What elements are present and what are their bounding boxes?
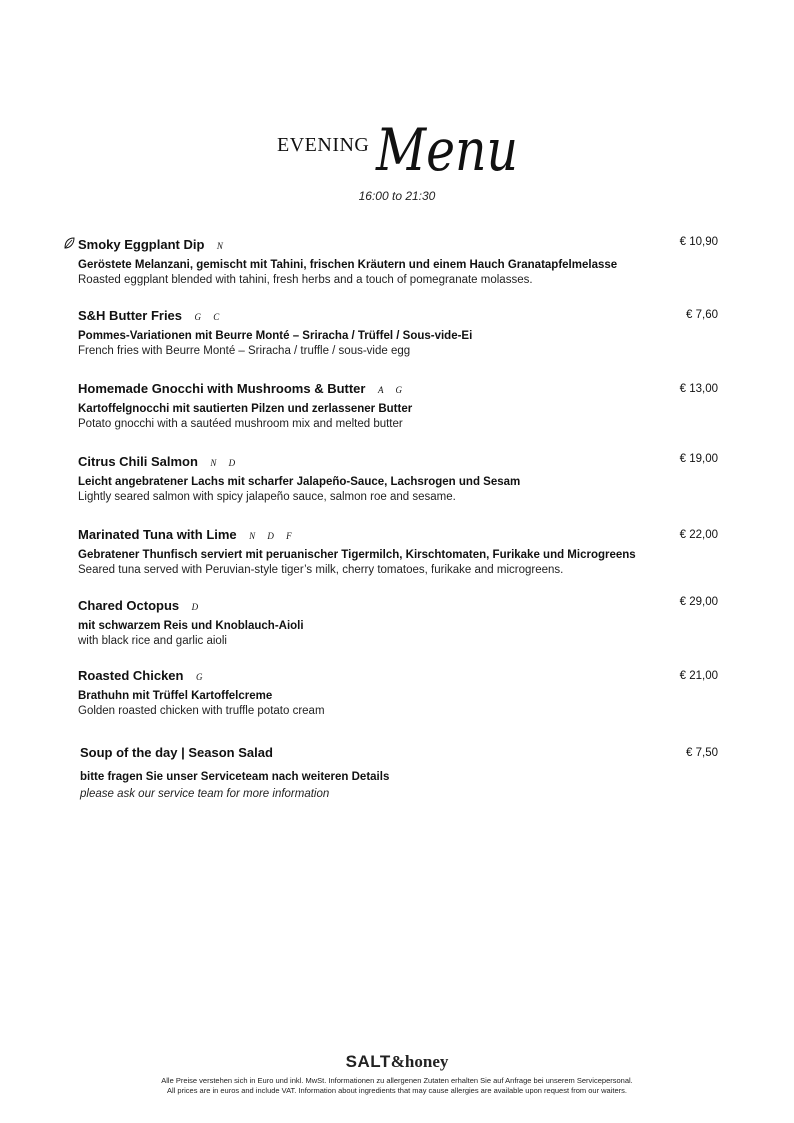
menu-item-description-de: Brathuhn mit Trüffel Kartoffelcreme — [78, 690, 273, 702]
menu-item — [80, 744, 740, 800]
allergen-codes: N D F — [249, 531, 297, 541]
menu-item-title: Marinated Tuna with Lime — [78, 527, 237, 542]
menu-item-price: € 7,50 — [686, 747, 718, 759]
menu-item-description-en: French fries with Beurre Monté – Sriracha / truffle / sous-vide egg — [78, 345, 411, 357]
menu-item-title: Chared Octopus — [78, 598, 180, 613]
menu-item — [78, 597, 738, 647]
menu-item-price: € 7,60 — [686, 309, 718, 321]
restaurant-logo — [0, 1052, 794, 1072]
footnote-de: Alle Preise verstehen sich in Euro und inkl. MwSt. Informationen zu allergenen Zutaten erhalten Sie auf Anfrage bei unserem Servicepersonal. — [161, 1076, 633, 1085]
menu-item-title: Homemade Gnocchi with Mushrooms & Butter — [78, 381, 366, 396]
menu-item-description-de: Leicht angebratener Lachs mit scharfer Jalapeño-Sauce, Lachsrogen und Sesam — [78, 476, 521, 488]
menu-item-price: € 13,00 — [679, 383, 718, 395]
allergen-codes: D — [191, 602, 204, 612]
menu-item-price: € 19,00 — [679, 453, 718, 465]
menu-item-description-en: Lightly seared salmon with spicy jalapeño sauce, salmon roe and sesame. — [78, 491, 456, 503]
allergen-codes: N D — [210, 458, 241, 468]
menu-item — [78, 453, 738, 503]
menu-item — [78, 667, 738, 717]
leaf-icon — [64, 237, 75, 249]
opening-hours: 16:00 to 21:30 — [358, 189, 436, 203]
menu-item — [78, 307, 738, 357]
menu-item-title: Soup of the day | Season Salad — [80, 745, 273, 760]
menu-item-description-en: Roasted eggplant blended with tahini, fresh herbs and a touch of pomegranate molasses. — [78, 274, 533, 286]
menu-heading-script: Menu — [375, 116, 518, 184]
allergen-codes: N — [216, 241, 228, 251]
menu-heading-evening: EVENING — [277, 134, 370, 156]
logo-part-salt: SALT — [345, 1052, 391, 1071]
menu-item — [78, 236, 738, 286]
menu-item-title: Smoky Eggplant Dip — [78, 237, 205, 252]
menu-item-description-de: Gebratener Thunfisch serviert mit peruanischer Tigermilch, Kirschtomaten, Furikake und Microgreens — [78, 549, 636, 561]
menu-item-price: € 21,00 — [679, 670, 718, 682]
menu-header — [0, 118, 794, 208]
menu-item-title: Roasted Chicken — [78, 668, 184, 683]
logo-part-honey: &honey — [390, 1052, 449, 1071]
menu-item-price: € 29,00 — [679, 596, 718, 608]
menu-item-description-de: Pommes-Variationen mit Beurre Monté – Sriracha / Trüffel / Sous-vide-Ei — [78, 330, 473, 342]
menu-item-description-en: Seared tuna served with Peruvian-style tiger’s milk, cherry tomatoes, furikake and microgreens. — [78, 564, 564, 576]
allergen-codes: A G — [377, 385, 408, 395]
menu-item-title: S&H Butter Fries — [78, 308, 183, 323]
menu-item-description-de: Geröstete Melanzani, gemischt mit Tahini, frischen Kräutern und einem Hauch Granatapfelmelasse — [78, 259, 618, 271]
price-footnote — [0, 1076, 794, 1096]
menu-item-description-de: Kartoffelgnocchi mit sautierten Pilzen und zerlassener Butter — [78, 403, 413, 415]
menu-item-description-en: please ask our service team for more information — [80, 788, 330, 800]
allergen-codes: G — [195, 672, 208, 682]
menu-script-logo — [374, 118, 524, 184]
menu-item-description-en: with black rice and garlic aioli — [78, 635, 227, 647]
menu-item-description-en: Golden roasted chicken with truffle potato cream — [78, 705, 325, 717]
menu-item-price: € 10,90 — [679, 236, 718, 248]
menu-item-description-de: mit schwarzem Reis und Knoblauch-Aioli — [78, 620, 304, 632]
footnote-en: All prices are in euros and include VAT. Information about ingredients that may cause allergies are available upon request from our waiters. — [167, 1086, 627, 1095]
menu-item-description-de: bitte fragen Sie unser Serviceteam nach weiteren Details — [80, 771, 390, 783]
menu-item — [78, 526, 738, 576]
menu-item-price: € 22,00 — [679, 529, 718, 541]
allergen-codes: G C — [194, 312, 225, 322]
menu-item-title: Citrus Chili Salmon — [78, 454, 198, 469]
menu-item-description-en: Potato gnocchi with a sautéed mushroom mix and melted butter — [78, 418, 403, 430]
menu-item — [78, 380, 738, 430]
